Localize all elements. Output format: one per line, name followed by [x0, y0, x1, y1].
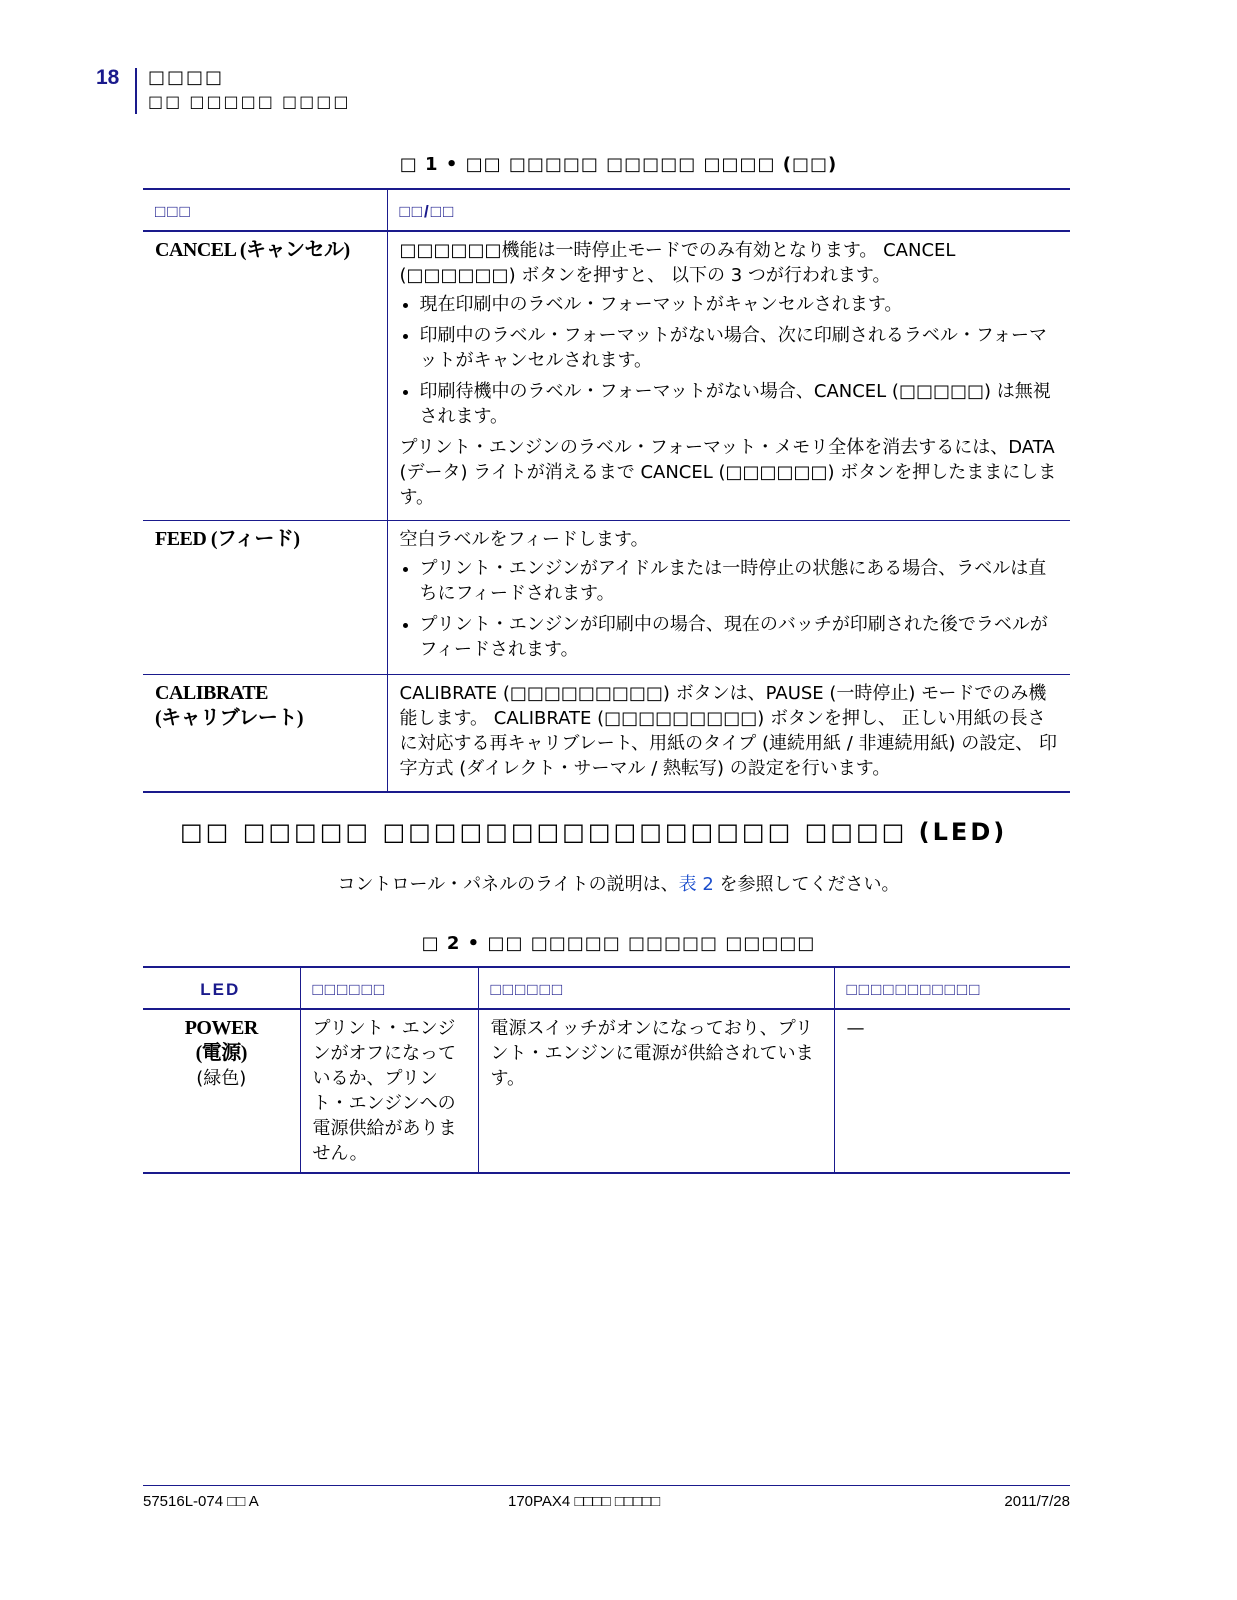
footer-divider	[143, 1485, 1070, 1486]
list-item: • 現在印刷中のラベル・フォーマットがキャンセルされます。	[420, 292, 1059, 317]
header-divider	[135, 68, 137, 114]
led-cell	[143, 1009, 300, 1173]
table2-link[interactable]: 表 2	[678, 874, 714, 895]
footer-date: 2011/7/28	[1004, 1493, 1070, 1510]
table1-header-desc: □□/□□	[387, 189, 1070, 231]
list-item: • 印刷中のラベル・フォーマットがない場合、次に印刷されるラベル・フォーマットがキャンセルされます。	[420, 323, 1059, 373]
row-key-cancel: CANCEL (キャンセル)	[143, 231, 387, 521]
table-row	[143, 231, 1070, 521]
bullet-list	[400, 556, 1059, 662]
list-item: • 印刷待機中のラベル・フォーマットがない場合、CANCEL (□□□□□) は無視されます。	[420, 379, 1059, 429]
intro-text	[0, 870, 1237, 896]
intro-before: コントロール・パネルのライトの説明は、	[337, 874, 679, 895]
cell-col2: プリント・エンジンがオフになっているか、プリント・エンジンへの電源供給がありません。	[300, 1009, 478, 1173]
table2-header-col4: □□□□□□□□□□□	[834, 967, 1070, 1009]
key-line: (キャリブレート)	[155, 707, 304, 729]
footer-title: 170PAX4 □□□□ □□□□□	[508, 1493, 661, 1510]
led-color: (緑色)	[196, 1068, 247, 1089]
row-key-calibrate	[143, 675, 387, 793]
list-item: • プリント・エンジンがアイドルまたは一時停止の状態にある場合、ラベルは直ちにフィードされます。	[420, 556, 1059, 606]
key-line: CALIBRATE	[155, 682, 268, 704]
page-number: 18	[96, 66, 120, 89]
table2-header-led: LED	[143, 967, 300, 1009]
list-item: • プリント・エンジンが印刷中の場合、現在のバッチが印刷された後でラベルがフィードされます。	[420, 612, 1059, 662]
row-desc-cancel	[387, 231, 1070, 521]
led-name: POWER	[184, 1017, 258, 1039]
table2-caption: □ 2 • □□ □□□□□ □□□□□ □□□□□	[421, 933, 816, 954]
bullet-list	[400, 292, 1059, 429]
intro-after: を参照してください。	[713, 874, 900, 895]
table2-header-col2: □□□□□□	[300, 967, 478, 1009]
footer-doc-number: 57516L-074 □□ A	[143, 1493, 259, 1510]
table2	[143, 966, 1070, 1174]
table-row	[143, 675, 1070, 793]
paragraph: □□□□□□機能は一時停止モードでのみ有効となります。 CANCEL (□□□□□□) ボタンを押すと、 以下の 3 つが行われます。	[399, 240, 956, 286]
paragraph: 空白ラベルをフィードします。	[399, 529, 649, 550]
table2-header-col3: □□□□□□	[478, 967, 834, 1009]
table1-caption: □ 1 • □□ □□□□□ □□□□□ □□□□ (□□)	[399, 154, 838, 175]
chapter-title: □□□□	[148, 67, 225, 88]
led-name-jp: (電源)	[195, 1042, 247, 1064]
section-title: □□ □□□□□ □□□□	[148, 92, 351, 111]
table1	[143, 188, 1070, 793]
cell-col4: —	[834, 1009, 1070, 1173]
table-row	[143, 1009, 1070, 1173]
cell-col3: 電源スイッチがオンになっており、プリント・エンジンに電源が供給されています。	[478, 1009, 834, 1173]
row-key-feed: FEED (フィード)	[143, 521, 387, 675]
row-desc-calibrate	[387, 675, 1070, 793]
paragraph: プリント・エンジンのラベル・フォーマット・メモリ全体を消去するには、DATA (データ) ライトが消えるまで CANCEL (□□□□□□) ボタンを押したままにします。	[399, 437, 1057, 508]
section-heading: □□ □□□□□ □□□□□□□□□□□□□□□□ □□□□ (LED)	[180, 818, 1008, 846]
table-row	[143, 521, 1070, 675]
row-desc-feed	[387, 521, 1070, 675]
table1-header-key: □□□	[143, 189, 387, 231]
paragraph: CALIBRATE (□□□□□□□□□) ボタンは、PAUSE (一時停止) モードでのみ機能します。 CALIBRATE (□□□□□□□□□) ボタンを押し、 正しい用紙の長さに対応する再キャリブレート、用紙のタイプ (連続用紙 / 非連続用紙) の設定、 印字方式 (ダイレクト・サーマル / 熱転写) の設定を行います。	[399, 683, 1057, 779]
